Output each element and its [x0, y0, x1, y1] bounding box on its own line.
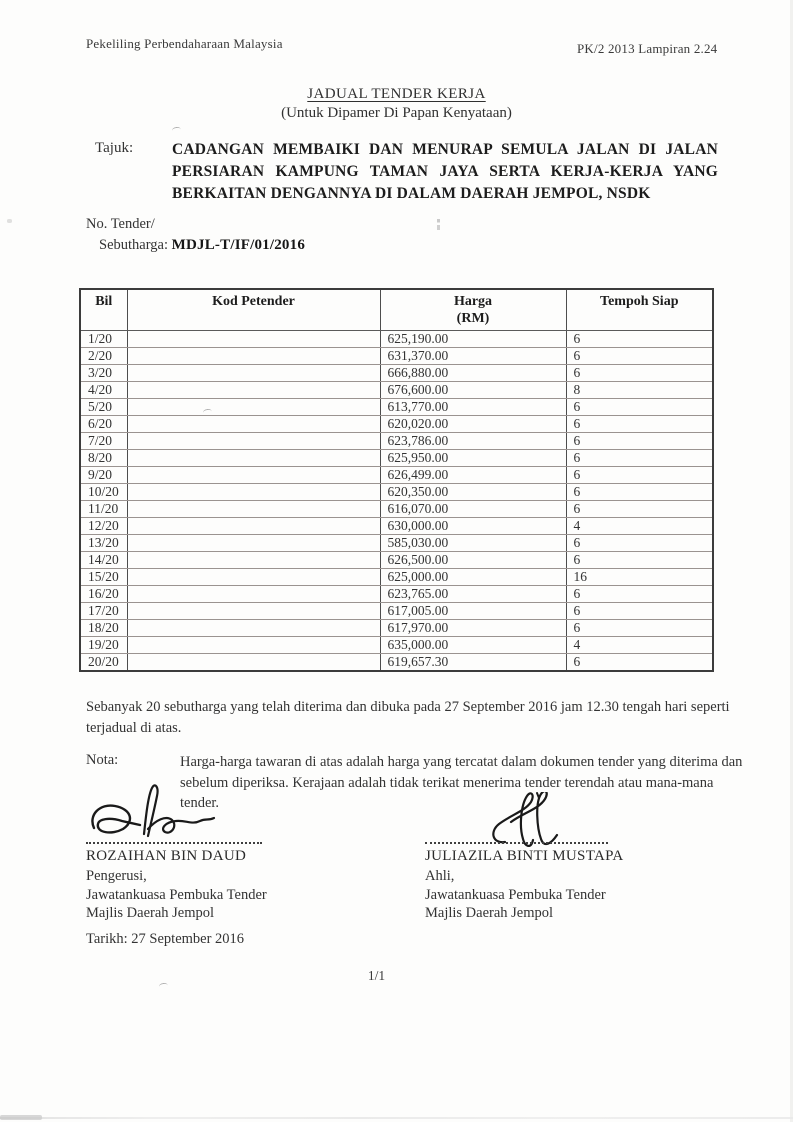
tender-table — [79, 288, 714, 672]
signatory-name: ROZAIHAN BIN DAUD — [86, 848, 247, 864]
cell-bil: 8/20 — [80, 450, 127, 467]
cell-tempoh: 8 — [566, 382, 713, 399]
cell-bil: 5/20 — [80, 399, 127, 416]
cell-harga: 625,000.00 — [380, 569, 566, 586]
table-row — [80, 535, 713, 552]
cell-kod — [127, 603, 380, 620]
cell-bil: 4/20 — [80, 382, 127, 399]
cell-bil: 16/20 — [80, 586, 127, 603]
table-row — [80, 484, 713, 501]
cell-kod — [127, 433, 380, 450]
cell-tempoh: 6 — [566, 603, 713, 620]
signatory-org-line2: Majlis Daerah Jempol — [425, 905, 554, 921]
table-row — [80, 637, 713, 654]
table-row — [80, 382, 713, 399]
table-row — [80, 603, 713, 620]
cell-harga: 626,499.00 — [380, 467, 566, 484]
col-header-kod-petender: Kod Petender — [127, 289, 380, 331]
cell-harga: 619,657.30 — [380, 654, 566, 672]
document-title: JADUAL TENDER KERJA — [307, 86, 486, 102]
col-header-harga-line2: (RM) — [456, 311, 490, 326]
cell-bil: 2/20 — [80, 348, 127, 365]
cell-harga: 613,770.00 — [380, 399, 566, 416]
cell-kod — [127, 416, 380, 433]
cell-harga: 631,370.00 — [380, 348, 566, 365]
tender-table-body — [80, 331, 713, 672]
cell-tempoh: 4 — [566, 518, 713, 535]
cell-tempoh: 6 — [566, 654, 713, 672]
cell-harga: 620,350.00 — [380, 484, 566, 501]
cell-tempoh: 6 — [566, 348, 713, 365]
cell-tempoh: 6 — [566, 586, 713, 603]
cell-harga: 623,765.00 — [380, 586, 566, 603]
cell-harga: 616,070.00 — [380, 501, 566, 518]
cell-kod — [127, 484, 380, 501]
cell-kod — [127, 467, 380, 484]
cell-harga: 585,030.00 — [380, 535, 566, 552]
cell-tempoh: 6 — [566, 416, 713, 433]
signatory-details — [425, 867, 606, 923]
cell-tempoh: 6 — [566, 484, 713, 501]
tajuk-label: Tajuk: — [95, 140, 134, 156]
table-row — [80, 620, 713, 637]
table-row — [80, 450, 713, 467]
cell-kod — [127, 518, 380, 535]
cell-tempoh: 6 — [566, 433, 713, 450]
col-header-bil: Bil — [80, 289, 127, 331]
cell-tempoh: 16 — [566, 569, 713, 586]
tajuk-project-title: CADANGAN MEMBAIKI DAN MENURAP SEMULA JALAN DI JALAN PERSIARAN KAMPUNG TAMAN JAYA SERTA KERJA-KERJA YANG BERKAITAN DENGANNYA DI DALAM DAERAH JEMPOL, NSDK — [172, 141, 718, 202]
cell-bil: 18/20 — [80, 620, 127, 637]
cell-kod — [127, 535, 380, 552]
cell-bil: 14/20 — [80, 552, 127, 569]
cell-kod — [127, 365, 380, 382]
col-header-harga-line1: Harga — [453, 294, 493, 309]
cell-kod — [127, 399, 380, 416]
scan-artifact-mark — [7, 219, 12, 223]
table-row — [80, 433, 713, 450]
cell-tempoh: 6 — [566, 331, 713, 348]
cell-tempoh: 6 — [566, 501, 713, 518]
cell-kod — [127, 348, 380, 365]
cell-kod — [127, 501, 380, 518]
table-header-row — [80, 289, 713, 331]
signatory-name: JULIAZILA BINTI MUSTAPA — [425, 848, 624, 864]
scan-artifact-mark — [172, 126, 182, 133]
cell-kod — [127, 331, 380, 348]
cell-harga: 620,020.00 — [380, 416, 566, 433]
scan-page-edge — [0, 1115, 42, 1120]
table-row — [80, 365, 713, 382]
cell-tempoh: 6 — [566, 467, 713, 484]
signatory-org-line1: Jawatankuasa Pembuka Tender — [86, 886, 267, 903]
opening-summary-paragraph: Sebanyak 20 sebutharga yang telah diterima dan dibuka pada 27 September 2016 jam 12.30 tengah hari seperti terjadual di atas. — [86, 699, 730, 736]
table-row — [80, 552, 713, 569]
header-right-reference: PK/2 2013 Lampiran 2.24 — [577, 41, 718, 56]
handwritten-signature-left — [86, 784, 258, 850]
cell-tempoh: 6 — [566, 552, 713, 569]
cell-bil: 3/20 — [80, 365, 127, 382]
cell-harga: 635,000.00 — [380, 637, 566, 654]
cell-bil: 11/20 — [80, 501, 127, 518]
col-header-harga — [380, 289, 566, 331]
signatory-role: Ahli, — [425, 868, 455, 884]
cell-kod — [127, 552, 380, 569]
cell-kod — [127, 450, 380, 467]
table-row — [80, 331, 713, 348]
col-header-tempoh-siap: Tempoh Siap — [566, 289, 713, 331]
cell-bil: 7/20 — [80, 433, 127, 450]
scan-artifact-mark — [159, 982, 169, 989]
cell-kod — [127, 620, 380, 637]
cell-harga: 617,970.00 — [380, 620, 566, 637]
nota-label: Nota: — [86, 752, 119, 768]
tender-no-label-line2: Sebutharga: — [99, 237, 168, 253]
table-row — [80, 654, 713, 672]
signatory-org-line2: Majlis Daerah Jempol — [86, 905, 215, 921]
cell-tempoh: 6 — [566, 535, 713, 552]
cell-bil: 17/20 — [80, 603, 127, 620]
cell-kod — [127, 586, 380, 603]
table-row — [80, 467, 713, 484]
scan-page-edge — [0, 1117, 793, 1120]
cell-kod — [127, 637, 380, 654]
cell-tempoh: 6 — [566, 365, 713, 382]
cell-bil: 20/20 — [80, 654, 127, 672]
tender-no-label-line1: No. Tender/ — [86, 216, 155, 232]
signatory-org-line1: Jawatankuasa Pembuka Tender — [425, 886, 606, 903]
cell-bil: 13/20 — [80, 535, 127, 552]
cell-kod — [127, 569, 380, 586]
nota-text: Harga-harga tawaran di atas adalah harga yang tercatat dalam dokumen tender yang diterima dan sebelum diperiksa. Kerajaan adalah tidak terikat menerima tender terendah atau mana-mana tender. — [180, 754, 743, 811]
cell-kod — [127, 654, 380, 672]
header-left-text: Pekeliling Perbendaharaan Malaysia — [86, 36, 283, 51]
table-row — [80, 416, 713, 433]
cell-harga: 625,950.00 — [380, 450, 566, 467]
cell-bil: 1/20 — [80, 331, 127, 348]
cell-kod — [127, 382, 380, 399]
cell-harga: 617,005.00 — [380, 603, 566, 620]
cell-bil: 15/20 — [80, 569, 127, 586]
table-row — [80, 569, 713, 586]
cell-tempoh: 4 — [566, 637, 713, 654]
signature-dotted-line — [425, 842, 608, 844]
signature-dotted-line — [86, 842, 262, 844]
cell-harga: 626,500.00 — [380, 552, 566, 569]
table-row — [80, 399, 713, 416]
table-row — [80, 348, 713, 365]
tender-no-value: MDJL-T/IF/01/2016 — [171, 237, 306, 253]
document-subtitle: (Untuk Dipamer Di Papan Kenyataan) — [281, 105, 512, 121]
table-row — [80, 501, 713, 518]
cell-bil: 6/20 — [80, 416, 127, 433]
cell-tempoh: 6 — [566, 399, 713, 416]
cell-tempoh: 6 — [566, 450, 713, 467]
cell-bil: 9/20 — [80, 467, 127, 484]
date-line: Tarikh: 27 September 2016 — [86, 931, 245, 947]
table-row — [80, 586, 713, 603]
page-number: 1/1 — [367, 968, 386, 983]
signatory-details — [86, 867, 267, 923]
scan-artifact-mark — [437, 219, 440, 230]
cell-harga: 625,190.00 — [380, 331, 566, 348]
table-row — [80, 518, 713, 535]
cell-harga: 623,786.00 — [380, 433, 566, 450]
cell-bil: 19/20 — [80, 637, 127, 654]
cell-bil: 12/20 — [80, 518, 127, 535]
tender-no-line — [99, 237, 305, 254]
cell-harga: 630,000.00 — [380, 518, 566, 535]
cell-tempoh: 6 — [566, 620, 713, 637]
cell-harga: 676,600.00 — [380, 382, 566, 399]
cell-bil: 10/20 — [80, 484, 127, 501]
cell-harga: 666,880.00 — [380, 365, 566, 382]
signatory-role: Pengerusi, — [86, 868, 147, 884]
